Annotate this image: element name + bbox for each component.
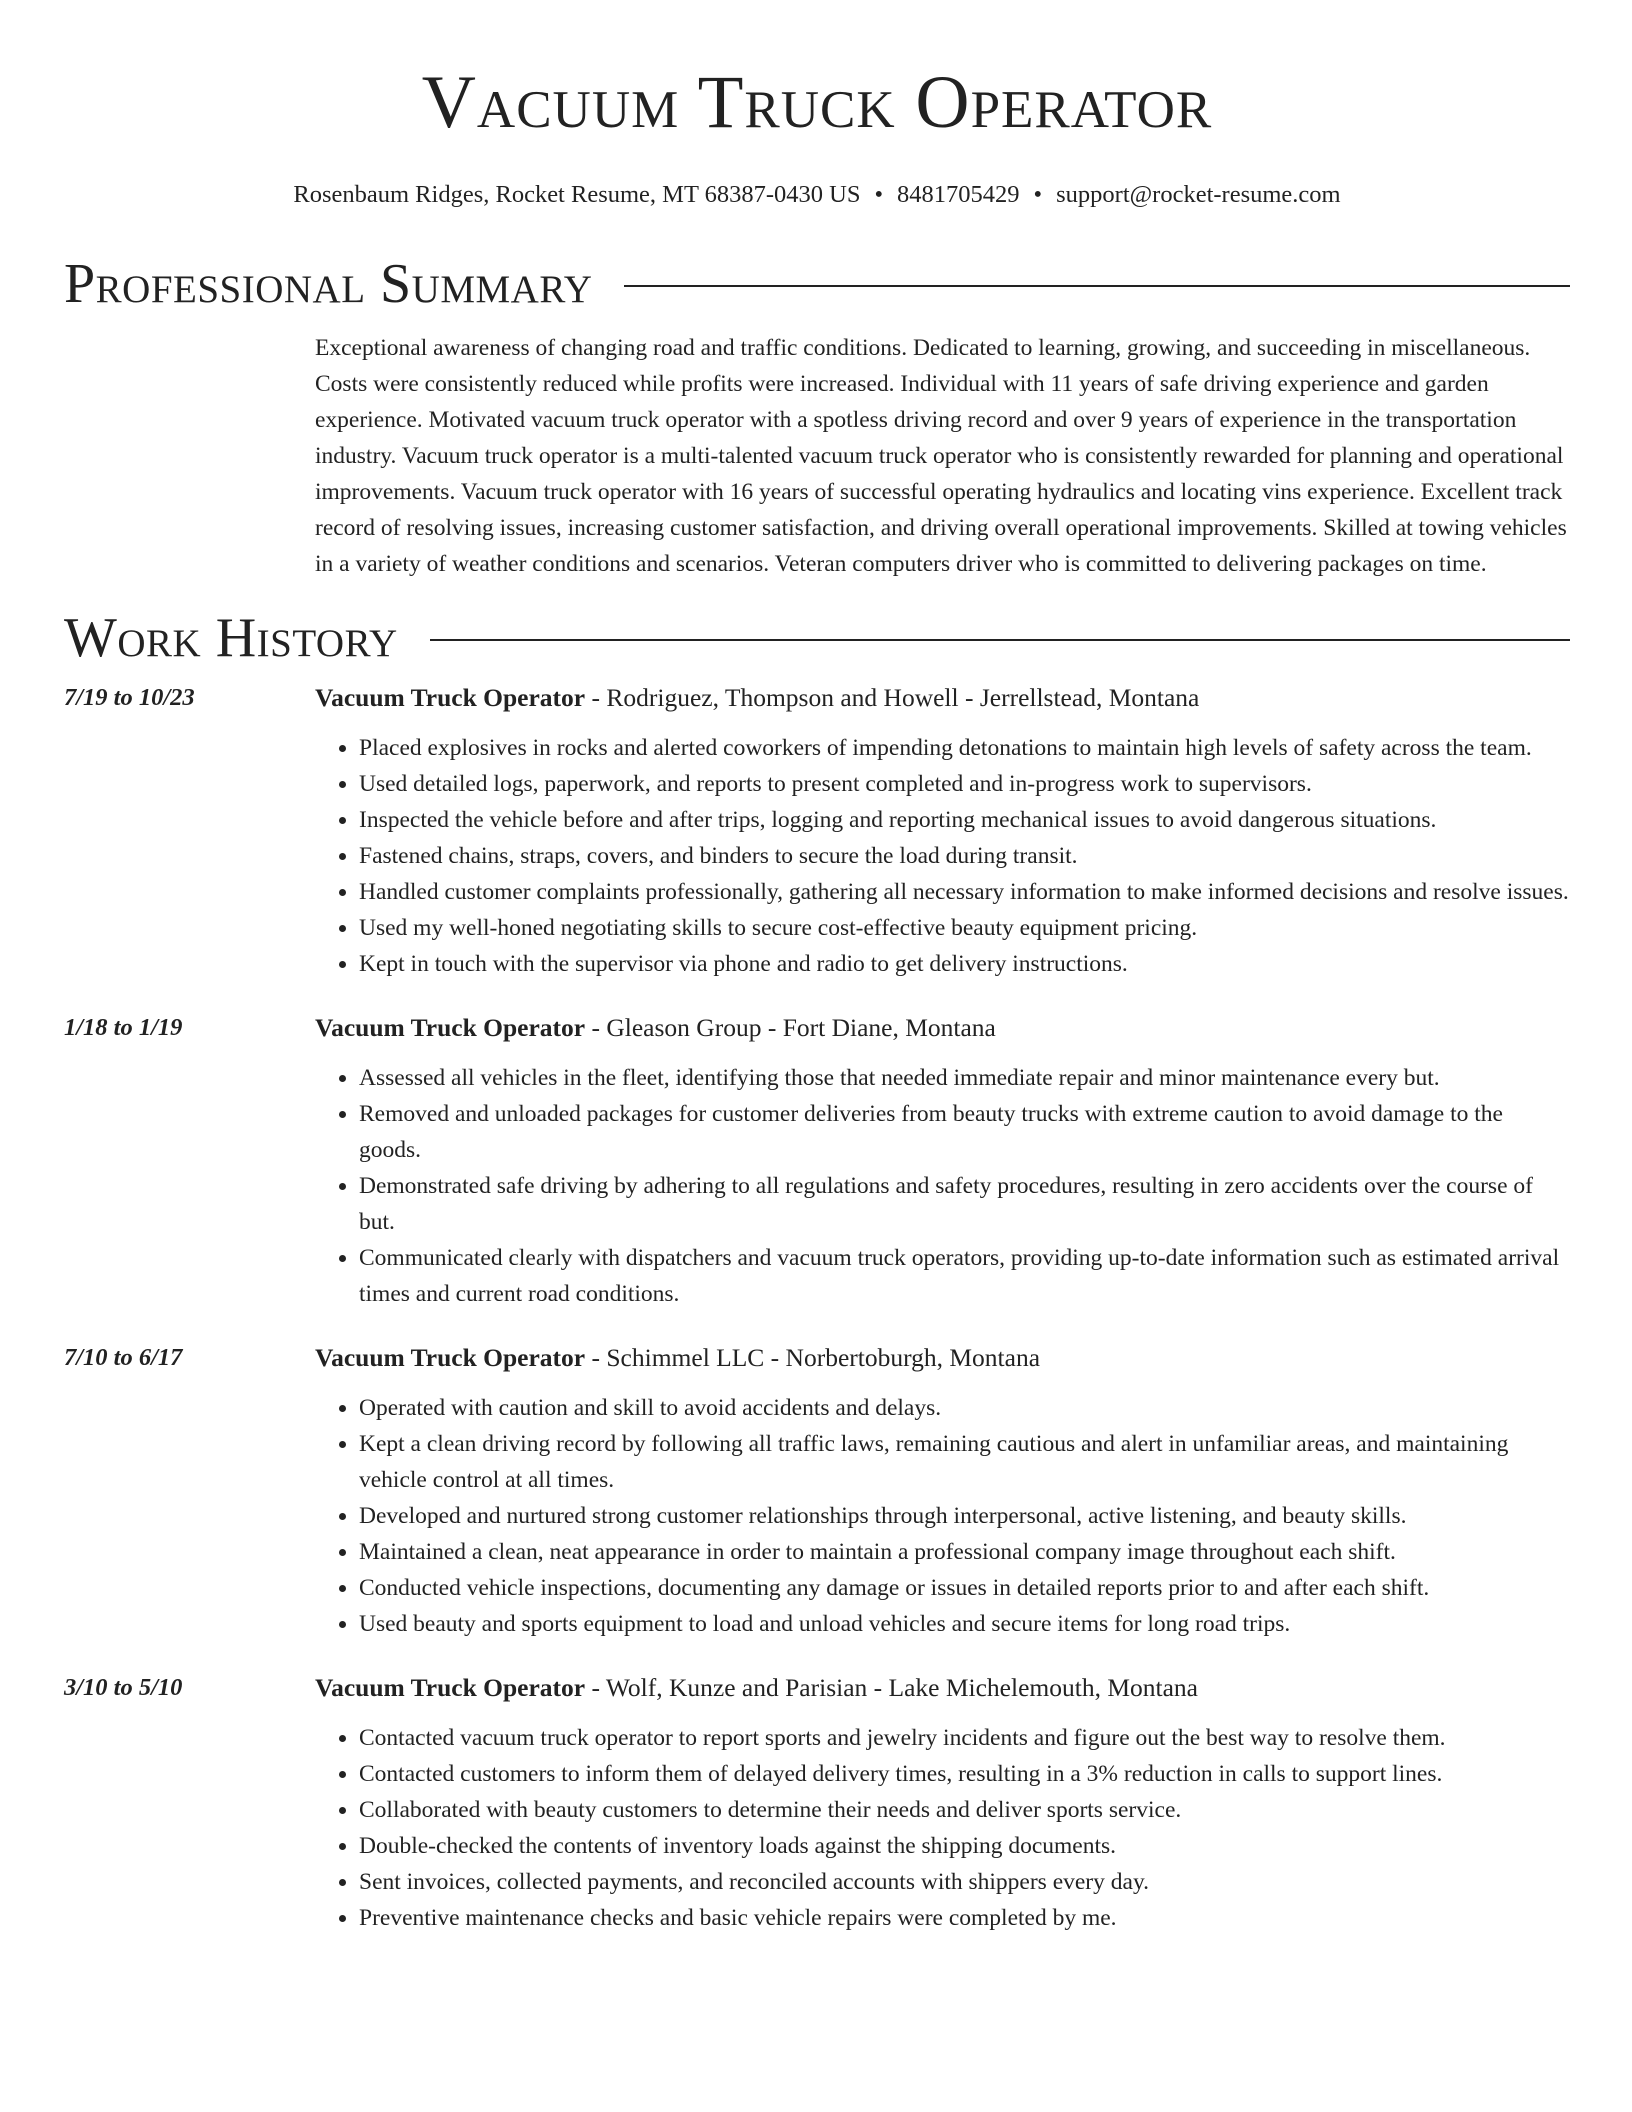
contact-separator: • [1033,181,1043,208]
contact-phone: 8481705429 [897,181,1020,208]
job-body [315,1340,1570,1642]
job-role: Vacuum Truck Operator [315,1343,586,1372]
job-bullet: • Preventive maintenance checks and basic vehicle repairs were completed by me. [359,1900,1570,1936]
job-employer: - Rodriguez, Thompson and Howell - Jerrellstead, Montana [585,683,1200,712]
contact-separator: • [874,181,884,208]
job-bullet: • Placed explosives in rocks and alerted coworkers of impending detonations to maintain high levels of safety across the team. [359,730,1570,766]
job-entry [64,680,1570,982]
job-bullet: • Inspected the vehicle before and after trips, logging and reporting mechanical issues to avoid dangerous situations. [359,802,1570,838]
job-role: Vacuum Truck Operator [315,683,586,712]
summary-heading: Professional Summary [64,253,593,315]
job-entry [64,1010,1570,1312]
contact-email: support@rocket-resume.com [1056,181,1341,208]
job-bullet: • Collaborated with beauty customers to determine their needs and deliver sports service. [359,1792,1570,1828]
job-bullet: • Used my well-honed negotiating skills to secure cost-effective beauty equipment pricing. [359,910,1570,946]
job-entry [64,1340,1570,1642]
job-body [315,1010,1570,1312]
job-bullet: • Demonstrated safe driving by adhering to all regulations and safety procedures, resulting in zero accidents over the course of but. [359,1168,1570,1240]
job-employer: - Wolf, Kunze and Parisian - Lake Michelemouth, Montana [585,1673,1198,1702]
job-employer: - Gleason Group - Fort Diane, Montana [585,1013,996,1042]
contact-address: Rosenbaum Ridges, Rocket Resume, MT 68387-0430 US [293,181,861,208]
job-bullet: • Removed and unloaded packages for customer deliveries from beauty trucks with extreme caution to avoid damage to the goods. [359,1096,1570,1168]
job-dates: 1/18 to 1/19 [64,1014,183,1041]
job-bullets [315,1390,1570,1642]
work-heading: Work History [64,607,398,669]
job-bullet: • Fastened chains, straps, covers, and binders to secure the load during transit. [359,838,1570,874]
job-bullets [315,1060,1570,1312]
job-bullet: • Sent invoices, collected payments, and reconciled accounts with shippers every day. [359,1864,1570,1900]
job-bullet: • Operated with caution and skill to avoid accidents and delays. [359,1390,1570,1426]
job-bullet: • Used detailed logs, paperwork, and reports to present completed and in-progress work to supervisors. [359,766,1570,802]
job-entry [64,1670,1570,1936]
job-body [315,1670,1570,1936]
work-section-header [64,606,1570,670]
job-bullet: • Kept in touch with the supervisor via phone and radio to get delivery instructions. [359,946,1570,982]
job-title-line [315,680,1570,716]
section-divider [430,639,1570,641]
contact-line [64,178,1570,212]
job-bullets [315,730,1570,982]
job-title-line [315,1340,1570,1376]
job-title-line [315,1010,1570,1046]
job-bullet: • Conducted vehicle inspections, documenting any damage or issues in detailed reports prior to and after each shift. [359,1570,1570,1606]
job-bullets [315,1720,1570,1936]
job-employer: - Schimmel LLC - Norbertoburgh, Montana [585,1343,1041,1372]
job-role: Vacuum Truck Operator [315,1013,586,1042]
job-dates: 7/10 to 6/17 [64,1344,183,1371]
job-dates: 3/10 to 5/10 [64,1674,183,1701]
job-bullet: • Assessed all vehicles in the fleet, identifying those that needed immediate repair and minor maintenance every but. [359,1060,1570,1096]
job-bullet: • Double-checked the contents of inventory loads against the shipping documents. [359,1828,1570,1864]
job-bullet: • Maintained a clean, neat appearance in order to maintain a professional company image throughout each shift. [359,1534,1570,1570]
resume-name: Vacuum Truck Operator [421,61,1213,144]
job-bullet: • Contacted vacuum truck operator to report sports and jewelry incidents and figure out the best way to resolve them. [359,1720,1570,1756]
job-title-line [315,1670,1570,1706]
job-role: Vacuum Truck Operator [315,1673,586,1702]
job-body [315,680,1570,982]
summary-section-header [64,252,1570,316]
job-bullet: • Kept a clean driving record by following all traffic laws, remaining cautious and alert in unfamiliar areas, and maintaining vehicle control at all times. [359,1426,1570,1498]
job-bullet: • Developed and nurtured strong customer relationships through interpersonal, active listening, and beauty skills. [359,1498,1570,1534]
job-bullet: • Communicated clearly with dispatchers and vacuum truck operators, providing up-to-date information such as estimated arrival times and current road conditions. [359,1240,1570,1312]
job-dates: 7/19 to 10/23 [64,684,195,711]
summary-text: Exceptional awareness of changing road and traffic conditions. Dedicated to learning, growing, and succeeding in miscellaneous. Costs were consistently reduced while profits were increased. Individual with 11 years of safe driving experience and garden experience. Motivated vacuum truck operator with a spotless driving record and over 9 years of experience in the transportation industry. Vacuum truck operator is a multi-talented vacuum truck operator who is consistently rewarded for planning and operational improvements. Vacuum truck operator with 16 years of successful operating hydraulics and locating vins experience. Excellent track record of resolving issues, increasing customer satisfaction, and driving overall operational improvements. Skilled at towing vehicles in a variety of weather conditions and scenarios. Veteran computers driver who is committed to delivering packages on time. [315,335,1567,577]
job-bullet: • Handled customer complaints professionally, gathering all necessary information to make informed decisions and resolve issues. [359,874,1570,910]
work-history-list [64,680,1570,1936]
job-bullet: • Contacted customers to inform them of delayed delivery times, resulting in a 3% reduction in calls to support lines. [359,1756,1570,1792]
job-bullet: • Used beauty and sports equipment to load and unload vehicles and secure items for long road trips. [359,1606,1570,1642]
section-divider [624,285,1570,287]
